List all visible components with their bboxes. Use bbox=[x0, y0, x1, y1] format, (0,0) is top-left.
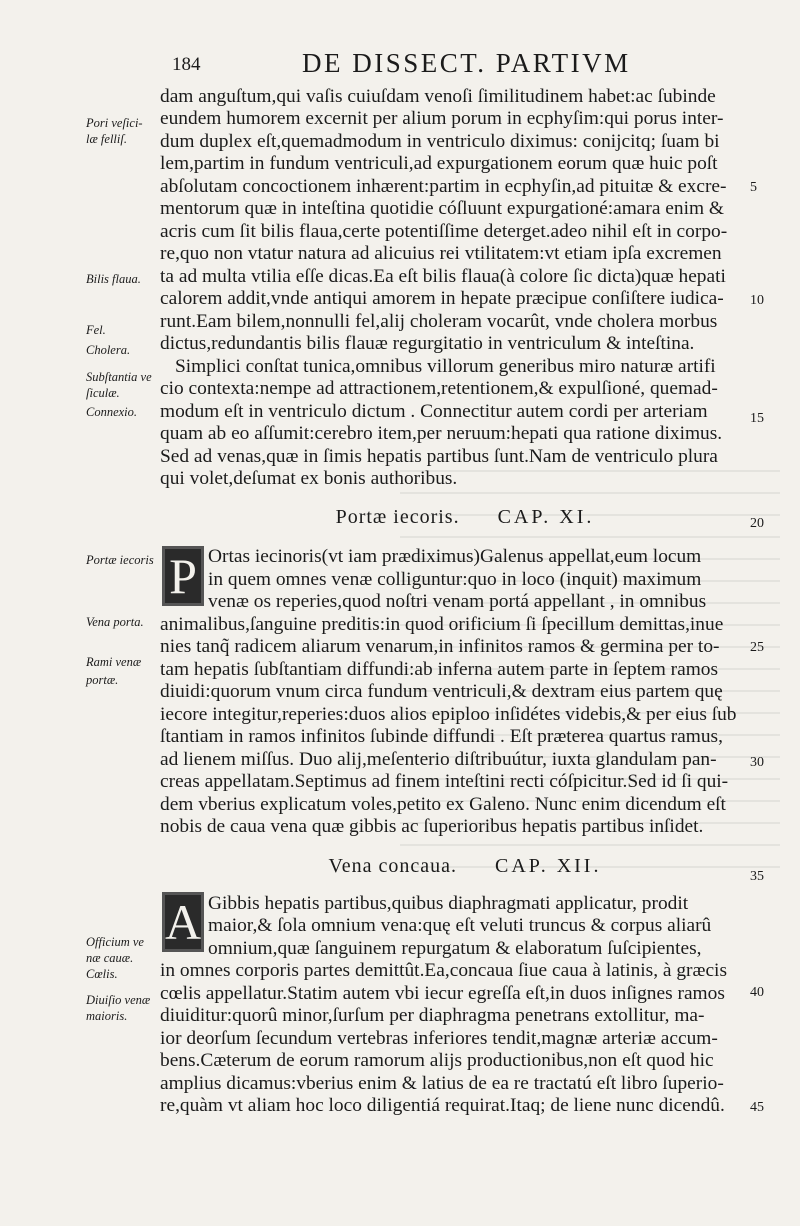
text-line: eundem humorem excernit per alium porum in ecphyſim:qui porus inter- bbox=[160, 108, 724, 129]
chapter-12-title: Vena concaua. bbox=[328, 855, 458, 877]
line-number: 10 bbox=[750, 293, 764, 308]
text-line: maior,& ſola omnium vena:quę eſt veluti truncus & corpus aliarû bbox=[208, 915, 712, 936]
text-line: amplius dicamus:vberius enim & latius de ea re tractatú eſt libro ſuperio- bbox=[160, 1073, 724, 1094]
line-number: 25 bbox=[750, 640, 764, 655]
margin-note: ſiculæ. bbox=[86, 386, 120, 400]
text-line: ta ad multa vtilia eſſe dicas.Ea eſt bilis flaua(à colore ſic dicta)quæ hepati bbox=[160, 266, 726, 287]
page-number: 184 bbox=[172, 54, 201, 75]
text-line: diuidi:quorum vnum circa fundum ventriculi,& dextram eius partem quę bbox=[160, 681, 723, 702]
text-line: iecore integitur,reperies:duos alios epiploo inſidétes videbis,& per eius ſub bbox=[160, 704, 737, 725]
text-line: in quem omnes venæ colliguntur:quo in loco (inquit) maximum bbox=[208, 569, 702, 590]
text-line: in omnes corporis partes demittût.Ea,concaua ſiue caua à latinis, à græcis bbox=[160, 960, 727, 981]
line-number: 35 bbox=[750, 869, 764, 884]
text-line: Ortas iecinoris(vt iam prædiximus)Galenus appellat,eum locum bbox=[208, 546, 702, 567]
line-number: 15 bbox=[750, 411, 764, 426]
margin-note: Bilis flaua. bbox=[86, 272, 141, 286]
text-line: quam ab eo aſſumit:cerebro item,per neruum:hepati qua ratione diximus. bbox=[160, 423, 723, 444]
chapter-11-cap: CAP. XI. bbox=[497, 506, 595, 528]
text-line: ad lienem miſſus. Duo alij,meſenterio diſtribuútur, iuxta glandulam pan- bbox=[160, 749, 717, 770]
text-line: dam anguſtum,qui vaſis cuiuſdam venoſi ſimilitudinem habet:ac ſubinde bbox=[160, 86, 716, 107]
text-line: abſolutam concoctionem inhærent:partim in ecphyſin,ad pituitæ & excre- bbox=[160, 176, 727, 197]
margin-note: maioris. bbox=[86, 1009, 128, 1023]
text-line: Gibbis hepatis partibus,quibus diaphragmati applicatur, prodit bbox=[208, 893, 689, 914]
text-line: omnium,quæ ſanguinem repurgatum & elaboratum ſuſcipientes, bbox=[208, 938, 702, 959]
page-header bbox=[172, 48, 772, 80]
text-line: cœlis appellatur.Statim autem vbi iecur egreſſa eſt,in duos inſignes ramos bbox=[160, 983, 725, 1004]
text-line: nies tanq̃ radicem aliarum venarum,in infinitos ramos & germina per to- bbox=[160, 636, 720, 657]
chapter-11-heading bbox=[160, 506, 770, 528]
margin-note: Diuiſio venæ bbox=[86, 993, 151, 1007]
running-head: DE DISSECT. PARTIVM bbox=[302, 48, 631, 78]
margin-note: Cholera. bbox=[86, 343, 131, 357]
text-line: dum duplex eſt,quemadmodum in ventriculo diximus: conijcitq; ſuam bi bbox=[160, 131, 720, 152]
text-line: ior deorſum ſecundum vertebras inferiores tendit,magnæ arteriæ accum- bbox=[160, 1028, 718, 1049]
drop-cap-a-letter: A bbox=[164, 894, 202, 950]
line-number: 5 bbox=[750, 180, 757, 195]
text-line: lem,partim in fundum ventriculi,ad expurgationem eorum quæ huic poſt bbox=[160, 153, 718, 174]
text-line: runt.Eam bilem,nonnulli fel,alij choleram vocarût, vnde cholera morbus bbox=[160, 311, 718, 332]
text-line: creas appellatam.Septimus ad finem inteſtini recti cóſpicitur.Sed id ſi qui- bbox=[160, 771, 729, 792]
text-line: Sed ad venas,quæ in ſimis hepatis partibus ſunt.Nam de ventriculo plura bbox=[160, 446, 718, 467]
line-number: 45 bbox=[750, 1100, 764, 1115]
margin-note: Cœlis. bbox=[86, 967, 118, 981]
margin-note: læ felliſ. bbox=[86, 132, 127, 146]
chapter-12-cap: CAP. XII. bbox=[495, 855, 602, 877]
text-line: re,quo non vtatur natura ad alicuius rei vtilitatem:vt etiam ipſa excremen bbox=[160, 243, 722, 264]
margin-note: Vena porta. bbox=[86, 615, 144, 629]
text-line: bens.Cæterum de eorum ramorum alijs productionibus,non eſt quod hic bbox=[160, 1050, 714, 1071]
text-line: calorem addit,vnde antiqui amorem in hepate præcipue conſiſtere iudica- bbox=[160, 288, 724, 309]
line-number: 20 bbox=[750, 516, 764, 531]
line-number: 30 bbox=[750, 755, 764, 770]
margin-note: Pori veſici- bbox=[86, 116, 143, 130]
chapter-12-heading bbox=[160, 855, 770, 877]
drop-cap-p bbox=[162, 546, 204, 606]
text-line: acris cum ſit bilis flaua,certe potentiſſime deterget.adeo nihil eſt in corpo- bbox=[160, 221, 728, 242]
margin-note: Fel. bbox=[86, 323, 106, 337]
text-line: Simplici conſtat tunica,omnibus villorum generibus miro naturæ artifi bbox=[175, 356, 716, 377]
text-line: modum eſt in ventriculo dictum . Connectitur autem cordi per arteriam bbox=[160, 401, 708, 422]
margin-note: Subſtantia ve bbox=[86, 370, 152, 384]
drop-cap-a bbox=[162, 892, 204, 952]
margin-note: Officium ve bbox=[86, 935, 144, 949]
text-line: ſtantiam in ramos infinitos ſubinde diffundi . Eſt præterea quartus ramus, bbox=[160, 726, 723, 747]
margin-note: portæ. bbox=[86, 673, 119, 687]
text-line: venæ os reperies,quod noſtri venam portá appellant , in omnibus bbox=[208, 591, 707, 612]
text-line: tam hepatis ſubſtantiam diffundi:ab inferna autem parte in ſeptem ramos bbox=[160, 659, 719, 680]
margin-note: Rami venæ bbox=[86, 655, 142, 669]
margin-note: Portæ iecoris bbox=[86, 553, 154, 567]
text-line: animalibus,ſanguine preditis:in quod orificium ſi ſpecillum demittas,inue bbox=[160, 614, 724, 635]
text-line: qui volet,deſumat ex bonis authoribus. bbox=[160, 468, 458, 489]
text-line: diuiditur:quorû minor,ſurſum per diaphragma penetrans extollitur, ma- bbox=[160, 1005, 705, 1026]
margin-note: næ cauæ. bbox=[86, 951, 134, 965]
drop-cap-p-letter: P bbox=[169, 548, 197, 604]
text-line: mentorum quæ in inteſtina quotidie cóſluunt expurgationé:amara enim & bbox=[160, 198, 725, 219]
text-line: nobis de caua vena quæ gibbis ac ſuperioribus hepatis partibus inſidet. bbox=[160, 816, 704, 837]
margin-note: Connexio. bbox=[86, 405, 138, 419]
text-line: re,quàm vt aliam hoc loco diligentiá requirat.Itaq; de liene nunc dicendû. bbox=[160, 1095, 725, 1116]
text-line: cio contexta:nempe ad attractionem,retentionem,& expulſioné, quemad- bbox=[160, 378, 718, 399]
text-line: dem vberius explicatum voles,petito ex Galeno. Nunc enim dicendum eſt bbox=[160, 794, 726, 815]
line-number: 40 bbox=[750, 985, 764, 1000]
chapter-11-title: Portæ iecoris. bbox=[335, 506, 460, 528]
text-line: dictus,redundantis bilis flauæ regurgitatio in ventriculum & inteſtina. bbox=[160, 333, 695, 354]
